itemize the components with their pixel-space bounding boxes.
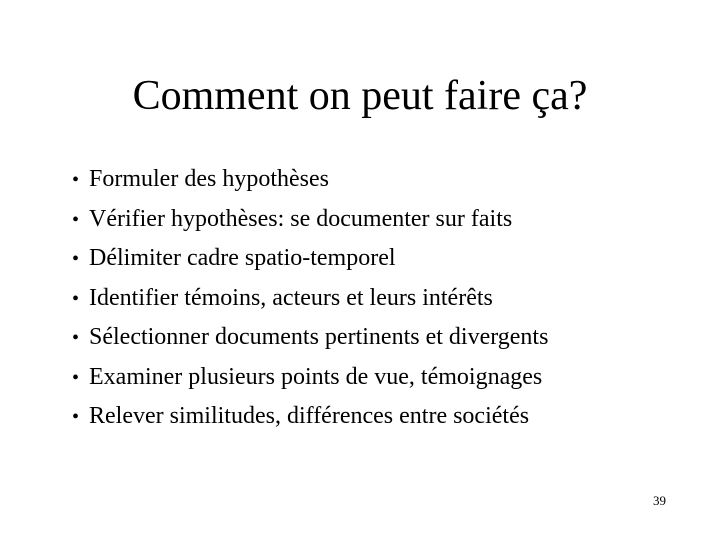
bullet-dot-icon: • [72,366,80,389]
bullet-item [72,358,692,398]
bullet-item [72,318,692,358]
bullet-dot-icon: • [72,406,80,428]
bullet-item [72,239,692,279]
slide-title: Comment on peut faire ça? [132,73,588,119]
bullet-dot-icon: • [72,287,80,310]
bullet-text: Identifier témoins, acteurs et leurs intérêts [89,284,493,311]
page-number: 39 [653,493,666,508]
bullet-text: Relever similitudes, différences entre sociétés [89,403,530,429]
bullet-dot-icon: • [72,248,80,270]
bullet-item [72,397,692,437]
bullet-text: Sélectionner documents pertinents et divergents [89,324,549,350]
bullet-item [72,200,692,240]
bullet-text: Délimiter cadre spatio-temporel [89,245,396,271]
bullet-item [72,279,692,319]
bullet-text: Formuler des hypothèses [89,166,329,192]
bullet-list [72,160,692,437]
bullet-item [72,160,692,200]
bullet-text: Examiner plusieurs points de vue, témoignages [89,363,543,390]
bullet-dot-icon: • [72,169,80,191]
bullet-dot-icon: • [72,208,80,231]
bullet-dot-icon: • [72,327,80,349]
bullet-text: Vérifier hypothèses: se documenter sur faits [89,205,513,232]
